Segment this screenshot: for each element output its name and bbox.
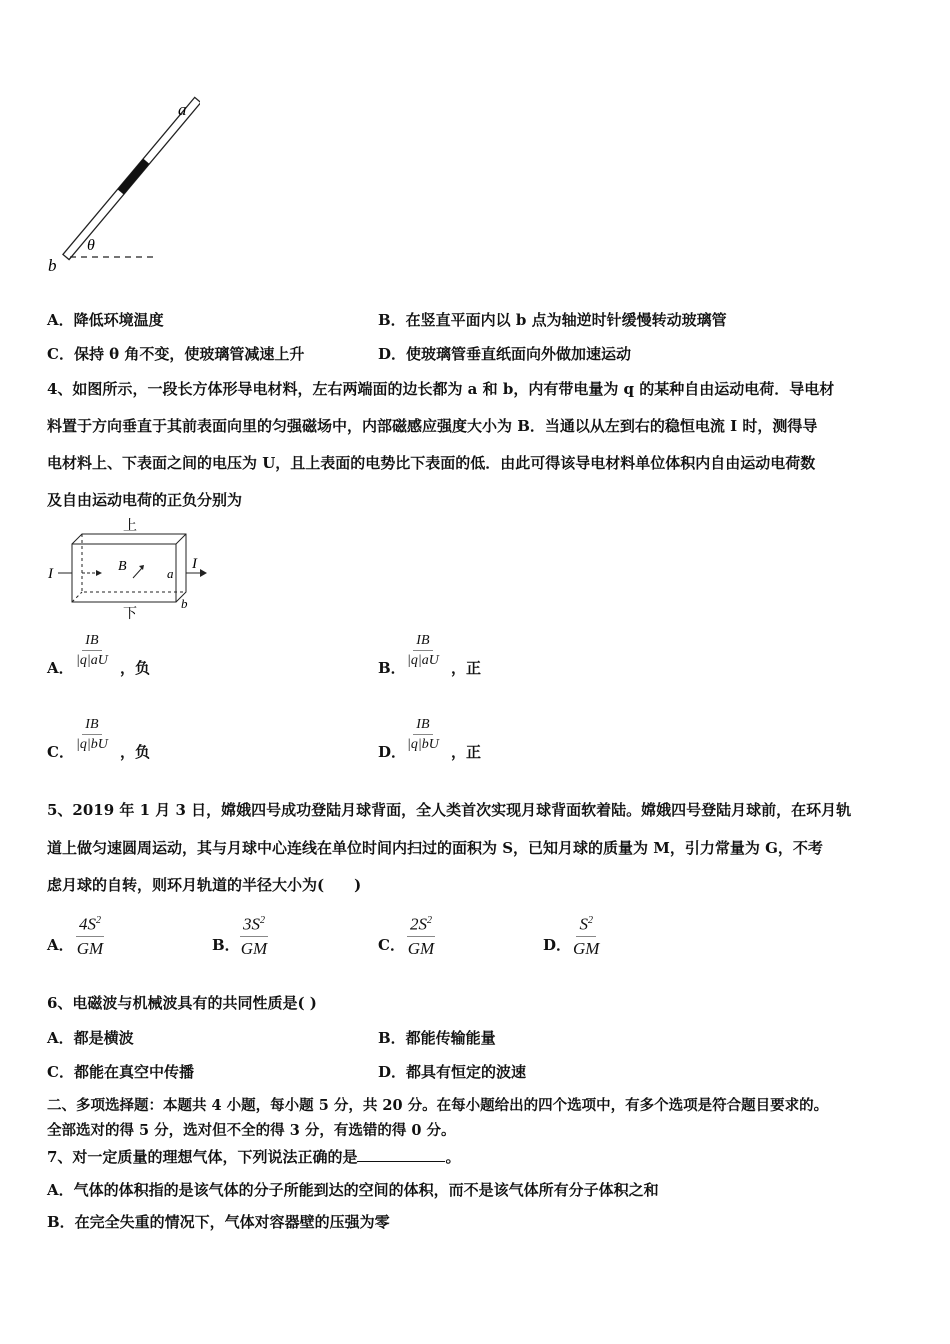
q3-option-c[interactable]: C．保持 θ 角不变，使玻璃管减速上升 bbox=[47, 345, 305, 363]
q4-stem-line: 料置于方向垂直于其前表面向里的匀强磁场中，内部磁感应强度大小为 B．当通以从左到右的稳恒电流 I 时，测得导 bbox=[47, 417, 818, 435]
q6-option-a[interactable]: A．都是横波 bbox=[47, 1029, 134, 1047]
label-current-left: I bbox=[48, 566, 53, 582]
tilted-tube-figure bbox=[40, 95, 200, 280]
label-a: a bbox=[178, 100, 187, 119]
label-theta: θ bbox=[87, 237, 95, 254]
exam-page: a b θ A．降低环境温度 B．在竖直平面内以 b 点为轴逆时针缓慢转动玻璃管 C．保持 θ 角不变，使玻璃管减速上升 D．使玻璃管垂直纸面向外做加速运动 4、如图所示，一段长方体形导电材料，左右两端面的边长都为 a 和 b，内有带电量为 q 的某种自由运动电荷．导电材 料置于方向垂直于其前表面向里的匀强磁场中，内部磁感应强度大小为 B．当通以从左到右的稳恒电流 I 时，测得导 电材料上、下表面之间的电压为 U，且上表面的电势比下表面的低．由此可得该导电材料单位体积内自由运动电荷数 及自由运动电荷的正负分别为 上 下 I I B a b A． $\frac{IB}{|q|aU}$ ，负 B． $\frac{IB}{|q|aU}$ ，正 C． $\frac{IB}{|q|bU}$ ，负 D． $\frac{IB}{|q|bU}$ ，正 5、2019 年 1 月 3 日，嫦娥四号成功登陆月球背面，全人类首次实现月球背面软着陆。嫦娥四号登陆月球前，在环月轨 道上做匀速圆周运动，其与月球中心连线在单位时间内扫过的面积为 S，已知月球的质量为 M，引力常量为 G，不考 虑月球的自转，则环月轨道的半径大小为( ) A． $\frac{4S^2}{GM}$ B． $\frac{3S^2}{GM}$ C． $\frac{2S^2}{GM}$ D． $\frac{S^2}{GM}$ 6、电磁波与机械波具有的共同性质是( ) A．都是横波 B．都能传输能量 C．都能在真空中传播 D．都具有恒定的波速 二、多项选择题：本题共 4 小题，每小题 5 分，共 20 分。在每小题给出的四个选项中，有多个选项是符合题目要求的。 全部选对的得 5 分，选对但不全的得 3 分，有选错的得 0 分。 7、对一定质量的理想气体，下列说法正确的是 。 A．气体的体积指的是该气体的分子所能到达的空间的体积，而不是该气体所有分子体积之和 B．在完全失重的情况下，气体对容器壁的压强为零 bbox=[0, 0, 950, 1344]
q3-option-a[interactable]: A．降低环境温度 bbox=[47, 311, 164, 329]
section2-heading: 二、多项选择题：本题共 4 小题，每小题 5 分，共 20 分。在每小题给出的四个选项中，有多个选项是符合题目要求的。 bbox=[47, 1097, 829, 1114]
label-top: 上 bbox=[123, 519, 137, 534]
q6-stem: 6、电磁波与机械波具有的共同性质是( ) bbox=[47, 994, 317, 1012]
label-current-right: I bbox=[192, 556, 197, 572]
q6-option-b[interactable]: B．都能传输能量 bbox=[378, 1029, 496, 1047]
label-edge-a: a bbox=[167, 566, 174, 581]
q5-stem-line: 道上做匀速圆周运动，其与月球中心连线在单位时间内扫过的面积为 S，已知月球的质量为 M，引力常量为 G，不考 bbox=[47, 839, 823, 857]
q7-option-a[interactable]: A．气体的体积指的是该气体的分子所能到达的空间的体积，而不是该气体所有分子体积之和 bbox=[47, 1181, 659, 1199]
section2-scoring: 全部选对的得 5 分，选对但不全的得 3 分，有选错的得 0 分。 bbox=[47, 1122, 456, 1139]
q5-stem-line: 5、2019 年 1 月 3 日，嫦娥四号成功登陆月球背面，全人类首次实现月球背面软着陆。嫦娥四号登陆月球前，在环月轨 bbox=[47, 801, 852, 819]
q5-stem-line: 虑月球的自转，则环月轨道的半径大小为( ) bbox=[47, 876, 362, 894]
mercury-column bbox=[118, 159, 150, 195]
q3-option-b[interactable]: B．在竖直平面内以 b 点为轴逆时针缓慢转动玻璃管 bbox=[378, 311, 727, 329]
label-field-b: B bbox=[118, 559, 127, 574]
q4-stem-line: 4、如图所示，一段长方体形导电材料，左右两端面的边长都为 a 和 b，内有带电量为 q 的某种自由运动电荷．导电材 bbox=[47, 380, 835, 398]
label-b: b bbox=[48, 256, 57, 275]
q3-option-d[interactable]: D．使玻璃管垂直纸面向外做加速运动 bbox=[378, 345, 632, 363]
conductor-block-figure bbox=[40, 518, 220, 623]
q4-stem-line: 电材料上、下表面之间的电压为 U，且上表面的电势比下表面的低．由此可得该导电材料单位体积内自由运动电荷数 bbox=[47, 454, 816, 472]
q7-stem: 7、对一定质量的理想气体，下列说法正确的是 。 bbox=[47, 1148, 461, 1166]
label-edge-b: b bbox=[181, 596, 188, 611]
answer-blank[interactable] bbox=[357, 1147, 445, 1162]
q7-option-b[interactable]: B．在完全失重的情况下，气体对容器壁的压强为零 bbox=[47, 1213, 390, 1231]
q4-stem-line: 及自由运动电荷的正负分别为 bbox=[47, 491, 243, 509]
q6-option-d[interactable]: D．都具有恒定的波速 bbox=[378, 1063, 527, 1081]
q6-option-c[interactable]: C．都能在真空中传播 bbox=[47, 1063, 194, 1081]
label-bottom: 下 bbox=[123, 607, 137, 622]
glass-tube bbox=[63, 97, 200, 259]
